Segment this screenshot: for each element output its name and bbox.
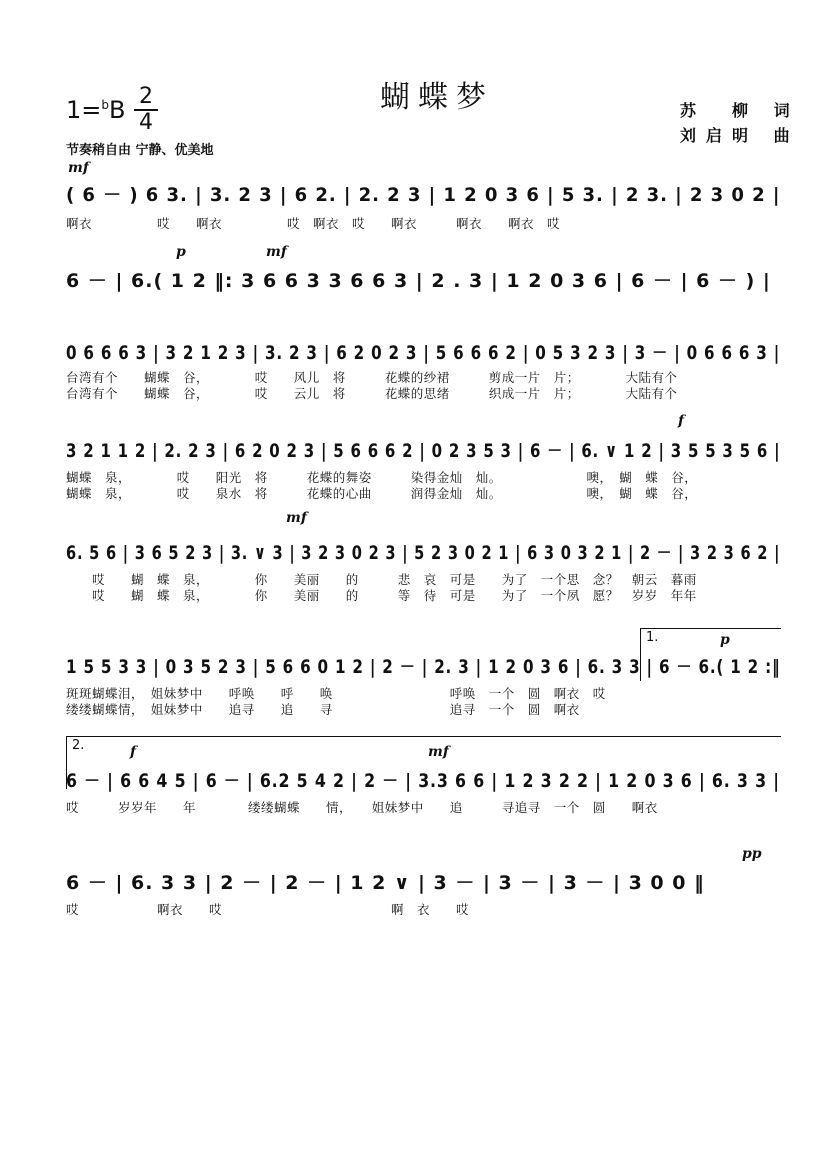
dynamic-mf: mf — [68, 160, 89, 176]
time-signature — [134, 86, 158, 134]
lyric-verse-2: 缕缕蝴蝶情， 姐妹梦中 追寻 追 寻 追寻 一个 圆 啊衣 — [66, 702, 580, 717]
key-prefix: 1= — [66, 96, 102, 124]
dynamic-f: f — [130, 744, 137, 760]
notation: 6 － | 6 6 4 5 | 6 － | 6.2 5 4 2 | 2 － | 3.3 6 6 | 1 2 3 2 2 | 1 2 0 3 6 | 6. 3 3 | — [66, 770, 780, 792]
lyric-verse-2: 台湾有个 蝴蝶 谷， 哎 云儿 将 花蝶的思绪 织成一片 片； 大陆有个 — [66, 386, 678, 401]
dynamic-p: p — [720, 632, 730, 648]
lyric-verse-1: 啊衣 哎 啊衣 哎 啊衣 哎 啊衣 啊衣 啊衣 哎 — [66, 216, 561, 231]
lyric-verse-2: 蝴蝶 泉， 哎 泉水 将 花蝶的心曲 润得金灿 灿。 噢， 蝴 蝶 谷， — [66, 486, 698, 501]
notation: 6. 5 6 | 3 6 5 2 3 | 3. ∨ 3 | 3 2 3 0 2 3 | 5 2 3 0 2 1 | 6 3 0 3 2 1 | 2 － | 3 2 3 6 2 | — [66, 542, 781, 564]
dynamic-mf: mf — [266, 244, 287, 260]
key-note: B — [109, 96, 126, 124]
lyric-verse-1: 哎 啊衣 哎 啊 衣 哎 — [66, 902, 470, 917]
lyric-verse-1: 蝴蝶 泉， 哎 阳光 将 花蝶的舞姿 染得金灿 灿。 噢， 蝴 蝶 谷， — [66, 470, 698, 485]
meter-bottom: 4 — [139, 110, 153, 135]
lyric-verse-1: 台湾有个 蝴蝶 谷， 哎 风儿 将 花蝶的纱裙 剪成一片 片； 大陆有个 — [66, 370, 678, 385]
meter-top: 2 — [139, 84, 153, 109]
lyric-verse-1: 哎 岁岁年 年 缕缕蝴蝶 情， 姐妹梦中 追 寻追寻 一个 圆 啊衣 — [66, 800, 658, 815]
second-ending-label: 2. — [72, 738, 85, 753]
lyric-verse-1: 哎 蝴 蝶 泉， 你 美丽 的 悲 哀 可是 为了 一个思 念？ 朝云 暮雨 — [66, 572, 697, 587]
flat-sign: b — [101, 98, 110, 112]
dynamic-mf: mf — [286, 510, 307, 526]
lyric-verse-1: 斑斑蝴蝶泪， 姐妹梦中 呼唤 呼 唤 呼唤 一个 圆 啊衣 哎 — [66, 686, 606, 701]
first-ending-label: 1. — [646, 630, 659, 645]
lyricist-credit: 苏 柳 词 — [680, 101, 800, 120]
notation: 6 － | 6.( 1 2 ‖: 3 6 6 3 3 6 6 3 | 2 . 3 | 1 2 0 3 6 | 6 － | 6 － ) | — [66, 270, 771, 292]
notation: ( 6 － ) 6 3. | 3. 2 3 | 6 2. | 2. 2 3 | 1 2 0 3 6 | 5 3. | 2 3. | 2 3 0 2 | — [66, 184, 781, 206]
notation: 6 － | 6. 3 3 | 2 － | 2 － | 1 2 ∨ | 3 － | 3 － | 3 － | 3 0 0 ‖ — [66, 872, 705, 894]
notation: 3 2 1 1 2 | 2. 2 3 | 6 2 0 2 3 | 5 6 6 6 2 | 0 2 3 5 3 | 6 － | 6. ∨ 1 2 | 3 5 5 3 5 6 | — [66, 440, 781, 462]
dynamic-mf: mf — [428, 744, 449, 760]
dynamic-p: p — [176, 244, 186, 260]
notation: 1 5 5 3 3 | 0 3 5 2 3 | 5 6 6 0 1 2 | 2 － | 2. 3 | 1 2 0 3 6 | 6. 3 3 | 6 － 6.( 1 2 :‖ — [66, 656, 781, 678]
dynamic-f: f — [678, 413, 685, 429]
key-signature — [66, 96, 125, 124]
dynamic-pp: pp — [742, 846, 762, 862]
composer-credit: 刘启明 曲 — [680, 126, 800, 145]
song-title: 蝴蝶梦 — [380, 80, 494, 115]
notation: 0 6 6 6 3 | 3 2 1 2 3 | 3. 2 3 | 6 2 0 2 3 | 5 6 6 6 2 | 0 5 3 2 3 | 3 － | 0 6 6 6 3 | — [66, 342, 781, 364]
tempo-marking: 节奏稍自由 宁静、优美地 — [66, 143, 214, 158]
lyric-verse-2: 哎 蝴 蝶 泉， 你 美丽 的 等 待 可是 为了 一个夙 愿？ 岁岁 年年 — [66, 588, 697, 603]
